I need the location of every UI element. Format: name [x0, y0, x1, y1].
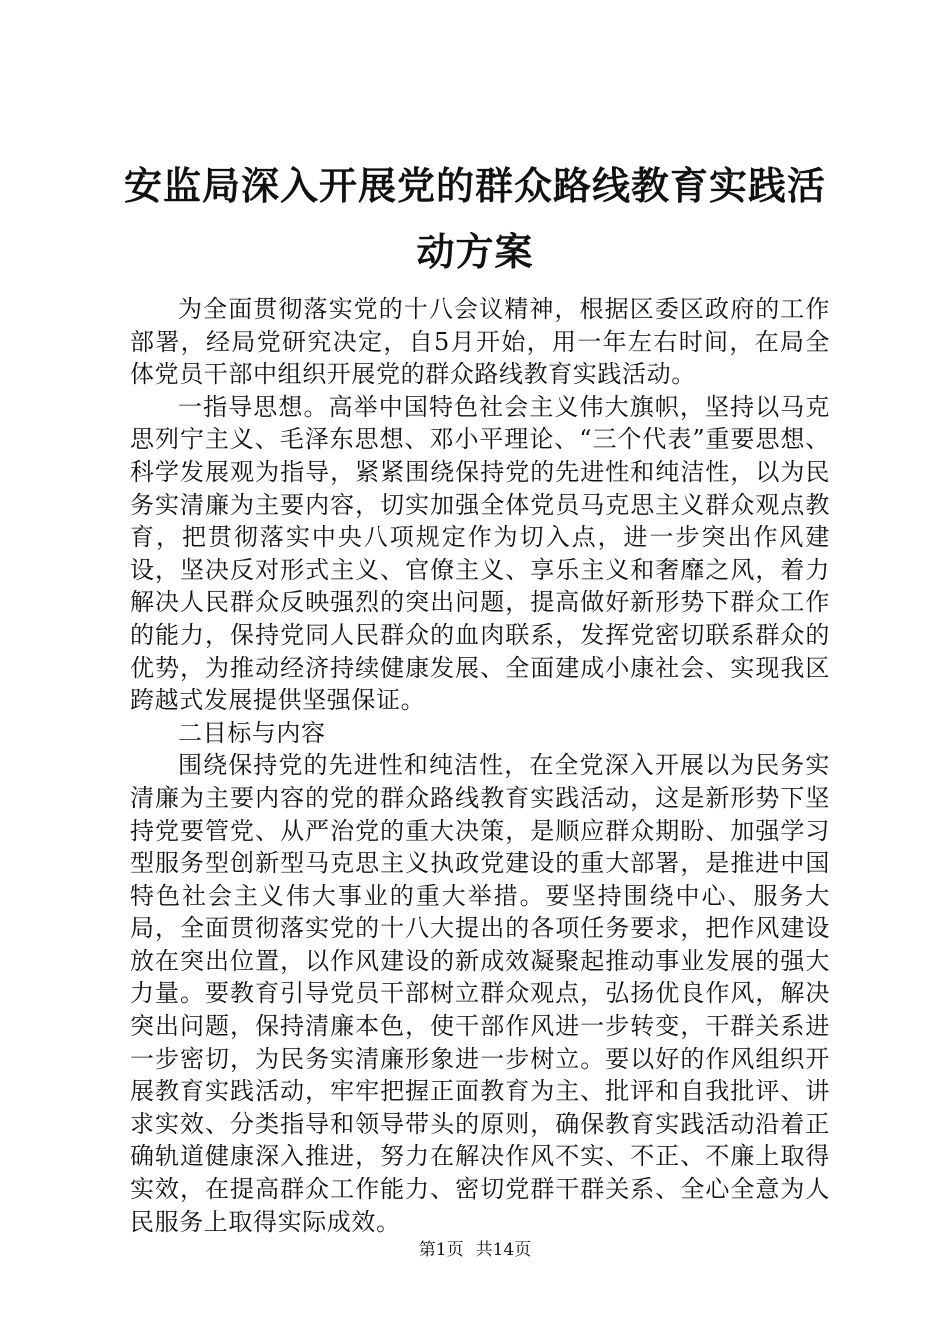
- paragraph-goals-content: 围绕保持党的先进性和纯洁性，在全党深入开展以为民务实清廉为主要内容的党的群众路线教育实践活动，这是新形势下坚持党要管党、从严治党的重大决策，是顺应群众期盼、加强学习型服务型创新型马克思主义执政党建设的重大部署，是推进中国特色社会主义伟大事业的重大举措。要坚持围绕中心、服务大局，全面贯彻落实党的十八大提出的各项任务要求，把作风建设放在突出位置，以作风建设的新成效凝聚起推动事业发展的强大力量。要教育引导党员干部树立群众观点，弘扬优良作风，解决突出问题，保持清廉本色，使干部作风进一步转变，干群关系进一步密切，为民务实清廉形象进一步树立。要以好的作风组织开展教育实践活动，牢牢把握正面教育为主、批评和自我批评、讲求实效、分类指导和领导带头的原则，确保教育实践活动沿着正确轨道健康深入推进，努力在解决作风不实、不正、不廉上取得实效，在提高群众工作能力、密切党群干群关系、全心全意为人民服务上取得实际成效。: [130, 751, 830, 1236]
- paragraph-guiding-thought: 一指导思想。高举中国特色社会主义伟大旗帜，坚持以马克思列宁主义、毛泽东思想、邓小平理论、“三个代表”重要思想、科学发展观为指导，紧紧围绕保持党的先进性和纯洁性，以为民务实清廉为主要内容，切实加强全体党员马克思主义群众观点教育，把贯彻落实中央八项规定作为切入点，进一步突出作风建设，坚决反对形式主义、官僚主义、享乐主义和奢靡之风，着力解决人民群众反映强烈的突出问题，提高做好新形势下群众工作的能力，保持党同人民群众的血肉联系，发挥党密切联系群众的优势，为推动经济持续健康发展、全面建成小康社会、实现我区跨越式发展提供坚强保证。: [130, 392, 830, 715]
- document-body: [130, 293, 830, 1238]
- paragraph-intro: 为全面贯彻落实党的十八会议精神，根据区委区政府的工作部署，经局党研究决定，自5月开始，用一年左右时间，在局全体党员干部中组织开展党的群众路线教育实践活动。: [130, 295, 830, 389]
- document-title: 安监局深入开展党的群众路线教育实践活动方案: [123, 163, 826, 274]
- page-total: 共14页: [475, 1240, 532, 1260]
- section-heading-goals: 二目标与内容: [178, 718, 326, 747]
- page-footer: [0, 1238, 950, 1262]
- page-number: 第1页: [418, 1240, 464, 1260]
